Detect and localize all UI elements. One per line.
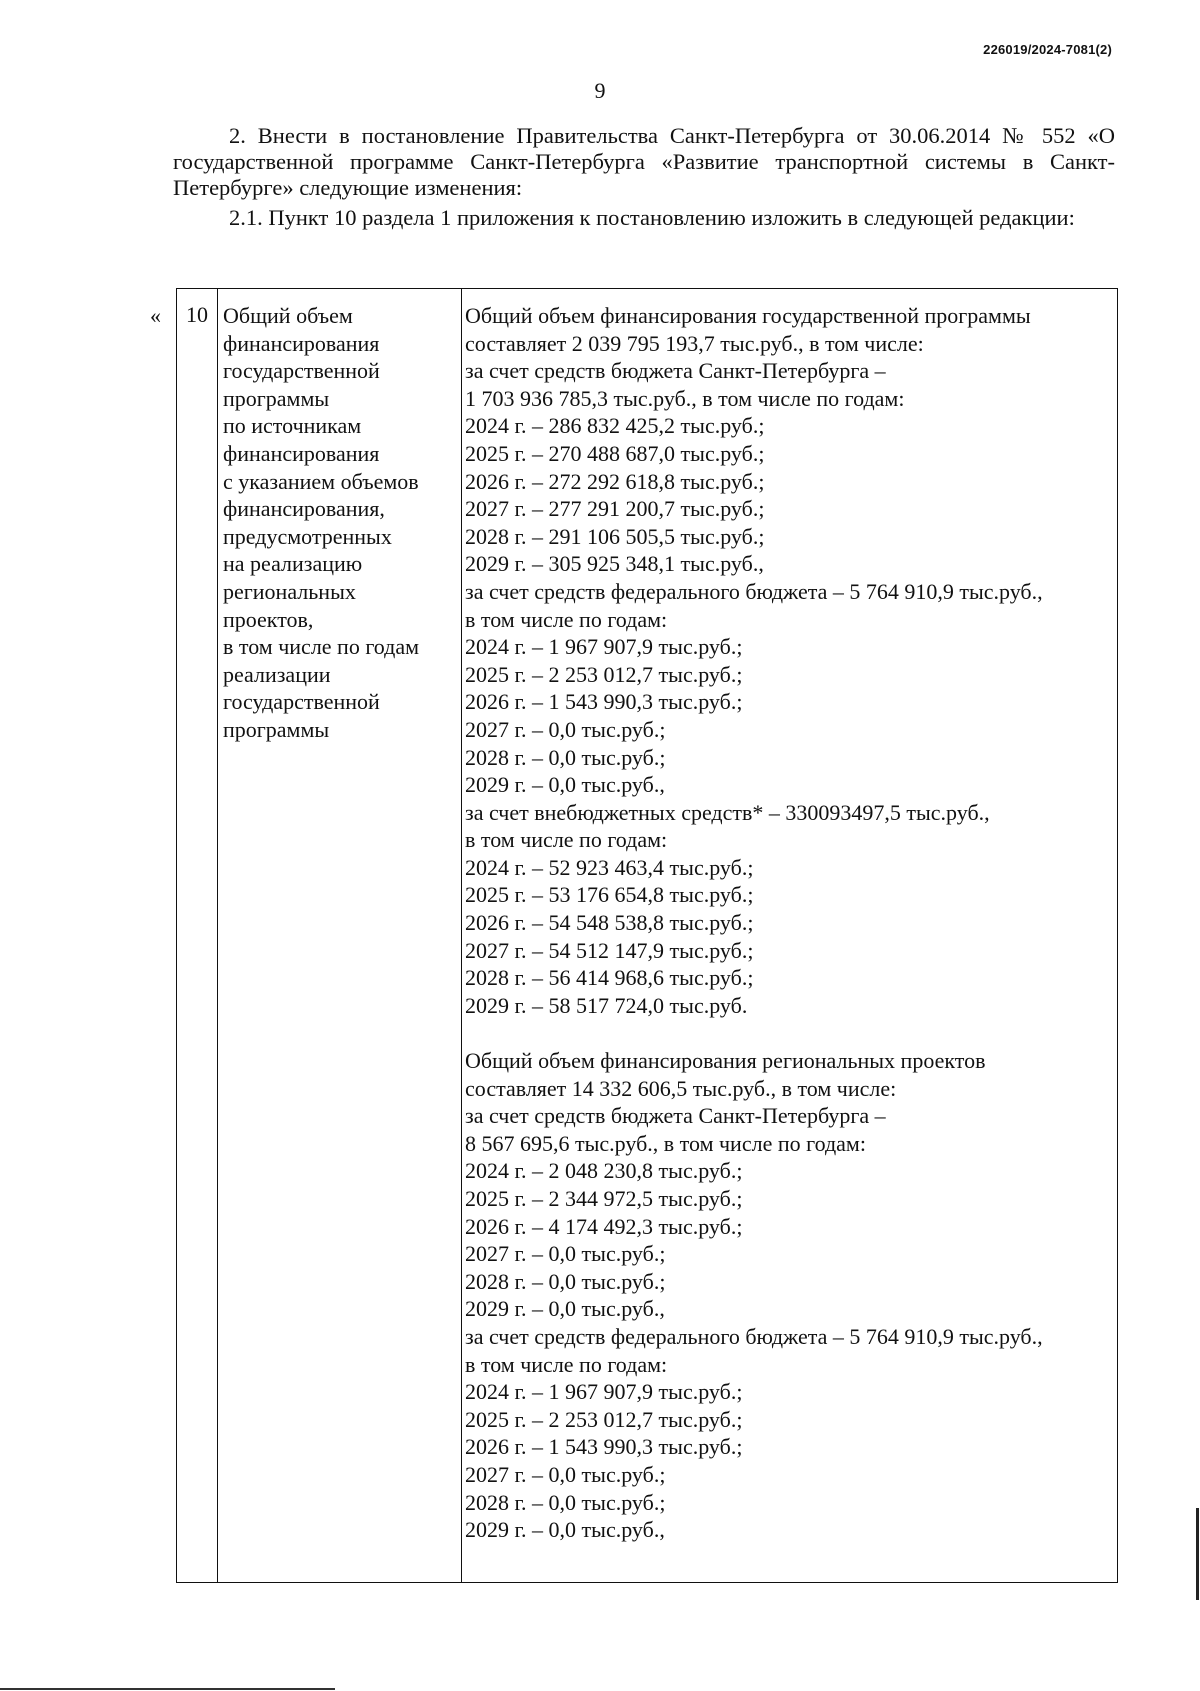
row-label-line: Общий объем — [223, 303, 353, 328]
intro-paragraph-1 — [173, 123, 1115, 201]
regional-financing-line: 2029 г. – 0,0 тыс.руб., — [465, 1296, 665, 1322]
regional-financing-line: 2026 г. – 4 174 492,3 тыс.руб.; — [465, 1213, 743, 1239]
program-financing-line: Общий объем финансирования государственной программы — [465, 303, 1031, 328]
regional-financing-line: Общий объем финансирования региональных проектов — [465, 1048, 986, 1074]
program-financing-line: 2028 г. – 0,0 тыс.руб.; — [465, 744, 666, 770]
row-label-line: региональных — [223, 578, 356, 604]
financing-table — [176, 288, 1118, 1583]
row-label-line: предусмотренных — [223, 523, 392, 549]
program-financing-line: 2027 г. – 54 512 147,9 тыс.руб.; — [465, 937, 754, 963]
regional-financing-line: 2024 г. – 2 048 230,8 тыс.руб.; — [465, 1158, 743, 1184]
row-label-line: программы — [223, 385, 330, 411]
regional-financing-line: 2025 г. – 2 253 012,7 тыс.руб.; — [465, 1406, 743, 1432]
row-label-line: государственной — [223, 689, 380, 715]
program-financing-line: 2028 г. – 56 414 968,6 тыс.руб.; — [465, 965, 754, 991]
program-financing-line: 2025 г. – 2 253 012,7 тыс.руб.; — [465, 661, 743, 687]
row-content-cell — [465, 302, 1113, 1544]
row-label-line: финансирования — [223, 440, 380, 466]
scan-edge-line — [0, 1688, 335, 1690]
program-financing-line: 2024 г. – 1 967 907,9 тыс.руб.; — [465, 634, 743, 660]
regional-financing-line: 2026 г. – 1 543 990,3 тыс.руб.; — [465, 1434, 743, 1460]
program-financing-line: 2029 г. – 0,0 тыс.руб., — [465, 772, 665, 798]
row-label-line: финансирования, — [223, 496, 385, 522]
row-label-line: в том числе по годам — [223, 634, 420, 660]
row-label-line: проектов, — [223, 606, 314, 632]
row-label-line: реализации — [223, 661, 331, 687]
program-financing-line: 1 703 936 785,3 тыс.руб., в том числе по годам: — [465, 385, 905, 411]
row-label-line: с указанием объемов — [223, 468, 419, 494]
program-financing-line: 2025 г. – 270 488 687,0 тыс.руб.; — [465, 440, 765, 466]
regional-financing-line: 2028 г. – 0,0 тыс.руб.; — [465, 1268, 666, 1294]
regional-financing-line: 2025 г. – 2 344 972,5 тыс.руб.; — [465, 1186, 743, 1211]
regional-financing-line: 2029 г. – 0,0 тыс.руб., — [465, 1517, 665, 1543]
program-financing-line: 2025 г. – 53 176 654,8 тыс.руб.; — [465, 882, 754, 908]
regional-financing-line: за счет средств федерального бюджета – 5 764 910,9 тыс.руб., — [465, 1323, 1043, 1349]
intro-paragraph-2 — [173, 205, 1115, 231]
program-financing-line: 2028 г. – 291 106 505,5 тыс.руб.; — [465, 523, 765, 549]
row-label-line: по источникам — [223, 413, 362, 439]
program-financing-line: составляет 2 039 795 193,7 тыс.руб., в том числе: — [465, 330, 924, 356]
program-financing-line: в том числе по годам: — [465, 827, 668, 853]
program-financing-line: за счет внебюджетных средств* – 330093497,5 тыс.руб., — [465, 799, 990, 825]
program-financing-line: 2029 г. – 58 517 724,0 тыс.руб. — [465, 992, 748, 1018]
page-number: 9 — [594, 78, 606, 103]
program-financing-line: 2024 г. – 286 832 425,2 тыс.руб.; — [465, 413, 765, 439]
row-label-cell — [223, 302, 459, 744]
row-label-line: финансирования — [223, 330, 380, 356]
block-spacer — [465, 1019, 1113, 1047]
regional-financing-line: 2027 г. – 0,0 тыс.руб.; — [465, 1461, 666, 1487]
document-registration-number: 226019/2024-7081(2) — [983, 42, 1112, 57]
regional-projects-financing-block — [465, 1047, 1113, 1544]
program-financing-line: 2027 г. – 0,0 тыс.руб.; — [465, 716, 666, 742]
program-financing-line: за счет средств бюджета Санкт-Петербурга – — [465, 358, 886, 384]
program-financing-line: 2029 г. – 305 925 348,1 тыс.руб., — [465, 551, 764, 577]
program-financing-line: 2026 г. – 1 543 990,3 тыс.руб.; — [465, 689, 743, 715]
regional-financing-line: составляет 14 332 606,5 тыс.руб., в том числе: — [465, 1075, 897, 1101]
column-divider-2 — [461, 289, 462, 1582]
intro-paragraph-2-text: 2.1. Пункт 10 раздела 1 приложения к постановлению изложить в следующей редакции: — [229, 205, 1075, 230]
opening-quote-mark: « — [150, 303, 161, 328]
program-financing-line: 2026 г. – 54 548 538,8 тыс.руб.; — [465, 910, 754, 936]
regional-financing-line: 2028 г. – 0,0 тыс.руб.; — [465, 1489, 666, 1515]
regional-financing-line: 8 567 695,6 тыс.руб., в том числе по годам: — [465, 1130, 866, 1156]
regional-financing-line: в том числе по годам: — [465, 1351, 668, 1377]
regional-financing-line: 2027 г. – 0,0 тыс.руб.; — [465, 1241, 666, 1267]
program-financing-line: 2026 г. – 272 292 618,8 тыс.руб.; — [465, 468, 765, 494]
row-label-line: на реализацию — [223, 551, 363, 577]
scan-edge-mark — [1196, 1508, 1199, 1600]
row-label-line: программы — [223, 716, 330, 742]
program-financing-line: 2024 г. – 52 923 463,4 тыс.руб.; — [465, 854, 754, 880]
program-financing-line: 2027 г. – 277 291 200,7 тыс.руб.; — [465, 496, 765, 522]
program-financing-line: в том числе по годам: — [465, 606, 668, 632]
regional-financing-line: за счет средств бюджета Санкт-Петербурга – — [465, 1103, 886, 1129]
regional-financing-line: 2024 г. – 1 967 907,9 тыс.руб.; — [465, 1379, 743, 1405]
program-financing-line: за счет средств федерального бюджета – 5 764 910,9 тыс.руб., — [465, 578, 1043, 604]
row-label-line: государственной — [223, 358, 380, 384]
row-number-cell: 10 — [186, 302, 208, 327]
intro-paragraph-1-text: 2. Внести в постановление Правительства Санкт-Петербурга от 30.06.2014 № 552 «О государственной программе Санкт-Петербурга «Развитие транспортной системы в Санкт-Петербурге» следующие изменения: — [173, 123, 1115, 200]
program-financing-block — [465, 302, 1113, 1019]
column-divider-1 — [217, 289, 218, 1582]
